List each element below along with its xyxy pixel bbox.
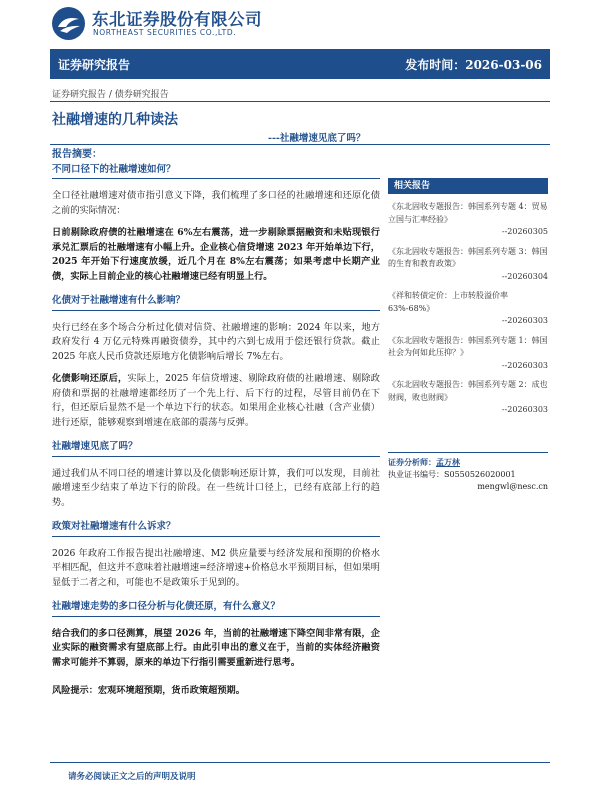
divider <box>50 144 550 145</box>
related-report-item[interactable]: 《东北固收专题报告：韩国系列专题 4：贸易立国与汇率经验》 --20260305 <box>388 202 548 236</box>
breadcrumb: 证券研究报告 / 债券研究报告 <box>52 90 169 100</box>
related-report-item[interactable]: 《东北固收专题报告：韩国系列专题 3：韩国的生育和教育政策》 --20260304 <box>388 246 548 281</box>
section-heading: 化债对于社融增速有什么影响？ <box>52 294 380 311</box>
company-name-en: NORTHEAST SECURITIES CO.,LTD. <box>93 28 237 37</box>
analyst-info <box>388 456 548 494</box>
footer-disclaimer: 请务必阅读正文之后的声明及说明 <box>68 772 196 782</box>
section-heading: 社融增速见底了吗？ <box>52 440 380 457</box>
paragraph: 2026 年政府工作报告提出社融增速、M2 供应量要与经济发展和预期的价格水平相匹配，但这并不意味着社融增速=经济增速+价格总水平预期目标，但如果明显低于二者之和，可能也不是政策乐于见到的。 <box>52 547 380 588</box>
banner-publish-date: 发布时间：2026-03-06 <box>405 58 542 72</box>
related-reports-heading: 相关报告 <box>388 178 548 194</box>
divider <box>50 762 550 763</box>
section-heading: 政策对社融增速有什么诉求？ <box>52 520 380 537</box>
related-reports <box>388 178 548 417</box>
analyst-email[interactable]: mengwl@nesc.cn <box>477 482 548 491</box>
paragraph: 化债影响还原后，实际上，2025 年信贷增速、剔除政府债的社融增速、剔除政府债和票据的社融增速都经历了一个先上行、后下行的过程，尽管目前仍在下行，但还原后显然不是一个单边下行的状态。如果用企业核心社融（含产业债）进行还原，能够观察到增速在底部的震荡与反弹。 <box>52 373 380 428</box>
paragraph: 央行已经在多个场合分析过化债对信贷、社融增速的影响：2024 年以来，地方政府发行 4 万亿元特殊再融资债券，其中约六到七成用于偿还银行贷款。截止 2025 年底人民币贷款还原地方化债影响后增长 7%左右。 <box>52 321 380 362</box>
section-4 <box>52 520 380 590</box>
paragraph: 日前剔除政府债的社融增速在 6%左右震荡，进一步剔除票据融资和未贴现银行承兑汇票后的社融增速有小幅上升。企业核心信贷增速 2023 年开始单边下行，2025 年开始下行速度放缓，近几个月在 8%左右震荡；如果考虑中长期产业债，实际上目前企业的核心社融增速已经有明显上行。 <box>52 227 380 282</box>
logo-emblem-icon <box>52 7 85 40</box>
section-2 <box>52 294 380 430</box>
analyst-name: 证券分析师：孟万林 <box>388 457 460 467</box>
section-3 <box>52 440 380 510</box>
section-1 <box>52 163 380 285</box>
analyst-cert: 执业证书编号：S0550526020001 <box>388 469 516 479</box>
section-5 <box>52 600 380 670</box>
related-report-item[interactable]: 《东北固收专题报告：韩国系列专题 2：成也财阀，败也财阀》 --20260303 <box>388 380 548 414</box>
risk-warning: 风险提示：宏观环境超预期，货币政策超预期。 <box>52 685 245 696</box>
paragraph: 结合我们的多口径测算，展望 2026 年，当前的社融增速下降空间非常有限，企业实际的融资需求有望底部上行。由此引申出的意义在于，当前的实体经济融资需求可能并不算弱，原来的单边下行指引需要重新进行思考。 <box>52 627 380 668</box>
paragraph: 全口径社融增速对债市指引意义下降，我们梳理了多口径的社融增速和还原化债之前的实际情况： <box>52 190 380 216</box>
related-report-item[interactable]: 《祥和转债定价：上市转股溢价率 63%-68%》 --20260303 <box>388 291 548 325</box>
summary-label: 报告摘要： <box>52 149 102 160</box>
page-subtitle: ---社融增速见底了吗？ <box>268 133 366 144</box>
banner-report-type: 证券研究报告 <box>58 58 131 72</box>
report-banner <box>50 49 550 79</box>
company-name-cn: 东北证券股份有限公司 <box>92 10 262 29</box>
divider <box>50 101 550 102</box>
company-logo <box>52 6 282 42</box>
related-report-item[interactable]: 《东北固收专题报告：韩国系列专题 1：韩国社会为何如此压抑？》 --20260303 <box>388 335 548 370</box>
divider <box>388 452 548 453</box>
report-summary <box>52 148 380 699</box>
section-heading: 社融增速走势的多口径分析与化债还原，有什么意义？ <box>52 600 380 617</box>
page-title: 社融增速的几种读法 <box>52 112 178 128</box>
paragraph: 通过我们从不同口径的增速计算以及化债影响还原计算，我们可以发现，目前社融增速至少结束了单边下行的阶段。在一些统计口径上，已经有底部上行的趋势。 <box>52 467 380 508</box>
section-heading: 不同口径下的社融增速如何？ <box>52 163 380 180</box>
